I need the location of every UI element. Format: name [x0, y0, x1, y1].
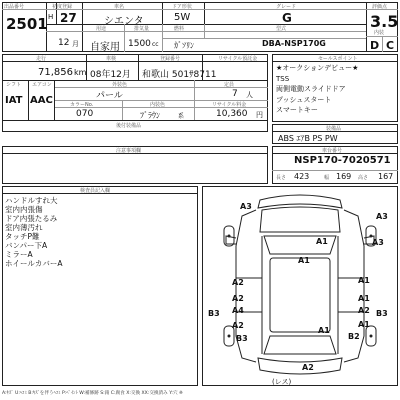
inspector-label: 検査員記入欄 [80, 188, 111, 194]
damage-mark: B2 [348, 332, 360, 341]
damage-mark: A2 [232, 278, 244, 287]
recycle-fee-label: リサイクル料金 [212, 102, 247, 108]
shift-label: シフト [6, 82, 22, 88]
damage-mark: A4 [232, 306, 244, 315]
interior-grade-label: 内装 [374, 30, 385, 36]
equipment: ABS ｴｱB PS PW [278, 134, 338, 143]
grade-label: グレード [276, 4, 297, 10]
damage-mark: A3 [372, 238, 384, 247]
fuel-label: 燃料 [174, 26, 185, 32]
model: DBA-NSP170G [262, 39, 326, 48]
inspector-note: ドア内張たるみ [5, 214, 58, 223]
mileage-label: 走行 [36, 56, 47, 62]
era-label: 初度登録 [52, 4, 73, 10]
mileage-unit: km [74, 68, 87, 77]
lot-label: 出品番号 [4, 4, 25, 10]
capacity-label: 定員 [224, 82, 235, 88]
selling-point: TSS [276, 74, 290, 83]
selling-point: プッシュスタート [276, 95, 332, 104]
plate: 和歌山 501ｻ8711 [142, 70, 217, 80]
fuel: ｶﾞｿﾘﾝ [174, 41, 194, 50]
damage-mark: A1 [358, 276, 370, 285]
recycle-label: リサイクル預託金 [218, 56, 258, 62]
damage-mark: A2 [232, 294, 244, 303]
color-label: 外装色 [112, 82, 128, 88]
inspector-note: ハンドルすれ大 [5, 196, 58, 205]
inspector-note: ミラーA [5, 250, 33, 259]
notes-label: 注意事項欄 [116, 148, 142, 154]
car-name-label: 車名 [114, 4, 125, 10]
damage-mark: B3 [208, 309, 220, 318]
chassis-number: NSP170-7020571 [294, 155, 391, 166]
ac-label: エアコン [32, 82, 52, 88]
damage-mark: A1 [358, 320, 370, 329]
grade: G [282, 11, 292, 25]
selling-points-label: セールスポイント [318, 56, 358, 62]
era-letter: H [48, 13, 54, 21]
interior-grade: D [370, 39, 380, 52]
capacity: 7 [232, 89, 238, 99]
displacement: 1500 [128, 39, 151, 49]
damage-mark: A3 [240, 202, 252, 211]
month: 12 [58, 38, 70, 48]
damage-mark: A1 [298, 256, 310, 265]
displacement-label: 排気量 [134, 26, 150, 32]
chassis-label: 車台番号 [322, 148, 343, 154]
inspection-label: 車検 [106, 56, 117, 62]
color-no-label: カラーNo. [70, 102, 94, 108]
rear-bumper-shape [258, 358, 342, 374]
height: 167 [378, 172, 394, 181]
selling-point: スマートキー [276, 106, 318, 114]
legend-footer: A:ｷｽﾞ U:ﾍｺﾐ B:ｷｽﾞを伴うﾍｺﾐ P:ﾍﾟｲﾝﾄ W:補修跡 S:錆 C:腐食 X:交換 XX:交換済み Y:穴 ※ [2, 391, 183, 396]
selling-points-list [276, 63, 358, 116]
capacity-unit: 人 [246, 91, 253, 99]
recycle-fee-unit: 円 [256, 111, 263, 119]
year: 27 [60, 11, 77, 25]
interior-color: ﾌﾞﾗｳﾝ [140, 111, 160, 120]
damage-mark: A1 [318, 326, 330, 335]
length: 423 [294, 172, 310, 181]
displacement-unit: cc [152, 41, 159, 48]
damage-mark: A2 [232, 321, 244, 330]
inspector-note: タッチP難 [5, 232, 40, 241]
aftermarket-label: 後付装備品 [116, 123, 142, 129]
score: 3.5 [370, 12, 399, 31]
roof-shape [270, 258, 330, 332]
inspector-notes-list [5, 196, 62, 268]
rear-glass-shape [264, 336, 336, 354]
color: パール [96, 91, 123, 101]
inspector-note: 室内内張傷 [5, 205, 43, 214]
inspector-note: バンパー下A [5, 241, 48, 250]
mileage: 71,856 [38, 67, 73, 78]
month-unit: 月 [72, 40, 79, 48]
damage-mark: A2 [358, 306, 370, 315]
inspector-note: 室内薄汚れ [5, 223, 43, 232]
damage-mark: A1 [316, 237, 328, 246]
inspection: 08年12月 [90, 70, 131, 80]
selling-point: ★オークションデビュー★ [276, 64, 359, 72]
door-type: 5W [174, 12, 191, 23]
inspector-note: ホイールカバーA [5, 259, 63, 268]
shift: IAT [5, 95, 23, 106]
usage: 自家用 [90, 42, 120, 53]
lathe-label: (レス) [272, 378, 292, 386]
ac: AAC [30, 95, 53, 106]
width-label: 幅 [324, 175, 330, 181]
plate-label: 登録番号 [160, 56, 181, 62]
interior-color-label: 内装色 [150, 102, 166, 108]
front-bumper-shape [258, 195, 342, 208]
model-label: 型式 [276, 26, 287, 32]
damage-mark: A3 [376, 212, 388, 221]
score-label: 評価点 [372, 4, 388, 10]
door-label: ドア形状 [172, 4, 192, 10]
interior-color-unit: 系 [178, 113, 185, 120]
damage-mark: B3 [376, 309, 388, 318]
height-label: 高さ [358, 175, 369, 181]
recycle-fee: 10,360 [216, 109, 248, 119]
length-label: 長さ [276, 175, 287, 181]
color-no: 070 [76, 109, 94, 119]
hood-shape [260, 207, 340, 232]
selling-point: 両側電動スライドドア [276, 85, 346, 93]
damage-mark: B3 [236, 334, 248, 343]
width: 169 [336, 172, 352, 181]
exterior-grade: C [386, 39, 395, 52]
damage-mark: A1 [358, 294, 370, 303]
damage-mark: A2 [302, 363, 314, 372]
lot-number: 2501 [6, 15, 48, 33]
car-name: シエンタ [104, 16, 144, 27]
usage-label: 用途 [96, 26, 107, 32]
equipment-label: 装備品 [326, 126, 342, 132]
